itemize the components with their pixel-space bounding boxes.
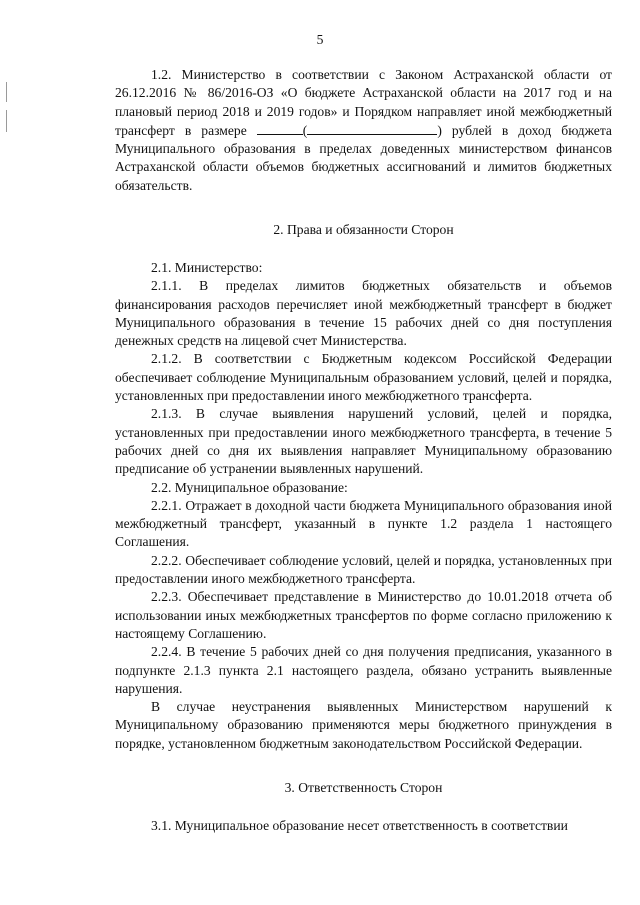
scan-artifact-line (6, 110, 7, 132)
paragraph-1-2 (115, 66, 612, 195)
paragraph-2-2-2: 2.2.2. Обеспечивает соблюдение условий, целей и порядка, установленных при предоставлении иного межбюджетного трансферта. (115, 552, 612, 587)
paragraph-2-1-2: 2.1.2. В соответствии с Бюджетным кодексом Российской Федерации обеспечивает соблюдение Муниципальным образованием условий, целей и порядка, установленных при предоставлении иного межбюджетного трансферта. (115, 351, 612, 404)
paragraph-3-1: 3.1. Муниципальное образование несет ответственность в соответствии (151, 818, 568, 833)
amount-digits-blank (257, 121, 303, 135)
paragraph-2-1-3: 2.1.3. В случае выявления нарушений условий, целей и порядка, установленных при предоставлении иного межбюджетного трансферта, в течение 5 рабочих дней со дня их выявления направляет Муниципальному образованию предписание об устранении выявленных нарушений. (115, 406, 612, 477)
paragraph-failure-measures: В случае неустранения выявленных Министерством нарушений к Муниципальному образованию применяются меры бюджетного принуждения в порядке, установленном бюджетным законодательством Российской Федерации. (115, 699, 612, 751)
paragraph-2-2-1: 2.2.1. Отражает в доходной части бюджета Муниципального образования иной межбюджетный трансферт, указанный в пункте 1.2 раздела 1 настоящего Соглашения. (115, 497, 612, 550)
page-number: 5 (316, 32, 324, 47)
paren-open: ( (302, 122, 308, 138)
paragraph-2-1: 2.1. Министерство: (151, 260, 263, 275)
paragraph-2-2-4: 2.2.4. В течение 5 рабочих дней со дня получения предписания, указанного в подпункте 2.1.3 пункта 2.1 настоящего раздела, обязано устранить выявленные нарушения. (115, 644, 612, 696)
scan-artifact-line (6, 82, 7, 102)
paragraph-1-2-text-b: рублей в доход бюджета Муниципального образования в пределах доведенных министерством финансов Астраханской области объемов бюджетных ассигнований и лимитов бюджетных обязательств. (115, 122, 612, 193)
section-3-heading: 3. Ответственность Сторон (284, 780, 443, 795)
section-3-content (115, 817, 612, 835)
section-2-content (115, 259, 612, 753)
paragraph-2-2: 2.2. Муниципальное образование: (151, 479, 348, 495)
paren-close: ) (437, 122, 442, 138)
paragraph-2-1-1: 2.1.1. В пределах лимитов бюджетных обязательств и объемов финансирования расходов перечисляет иной межбюджетный трансферт в бюджет Муниципального образования в течение 15 рабочих дней со дня поступления денежных средств на лицевой счет Министерства. (115, 278, 612, 349)
paragraph-2-2-3: 2.2.3. Обеспечивает представление в Министерство до 10.01.2018 отчета об использовании иных межбюджетных трансфертов по форме согласно приложению к настоящему Соглашению. (115, 589, 612, 641)
paragraph-1-2-text-a: 1.2. Министерство в соответствии с Законом Астраханской области от 26.12.2016 № 86/2016-ОЗ «О бюджете Астраханской области на 2017 год и на плановый период 2018 и 2019 годов» и Порядком направляет иной межбюджетный трансферт в размере (115, 67, 612, 138)
amount-words-blank (307, 121, 437, 135)
section-1-content (115, 66, 612, 195)
section-2-heading: 2. Права и обязанности Сторон (273, 222, 454, 237)
